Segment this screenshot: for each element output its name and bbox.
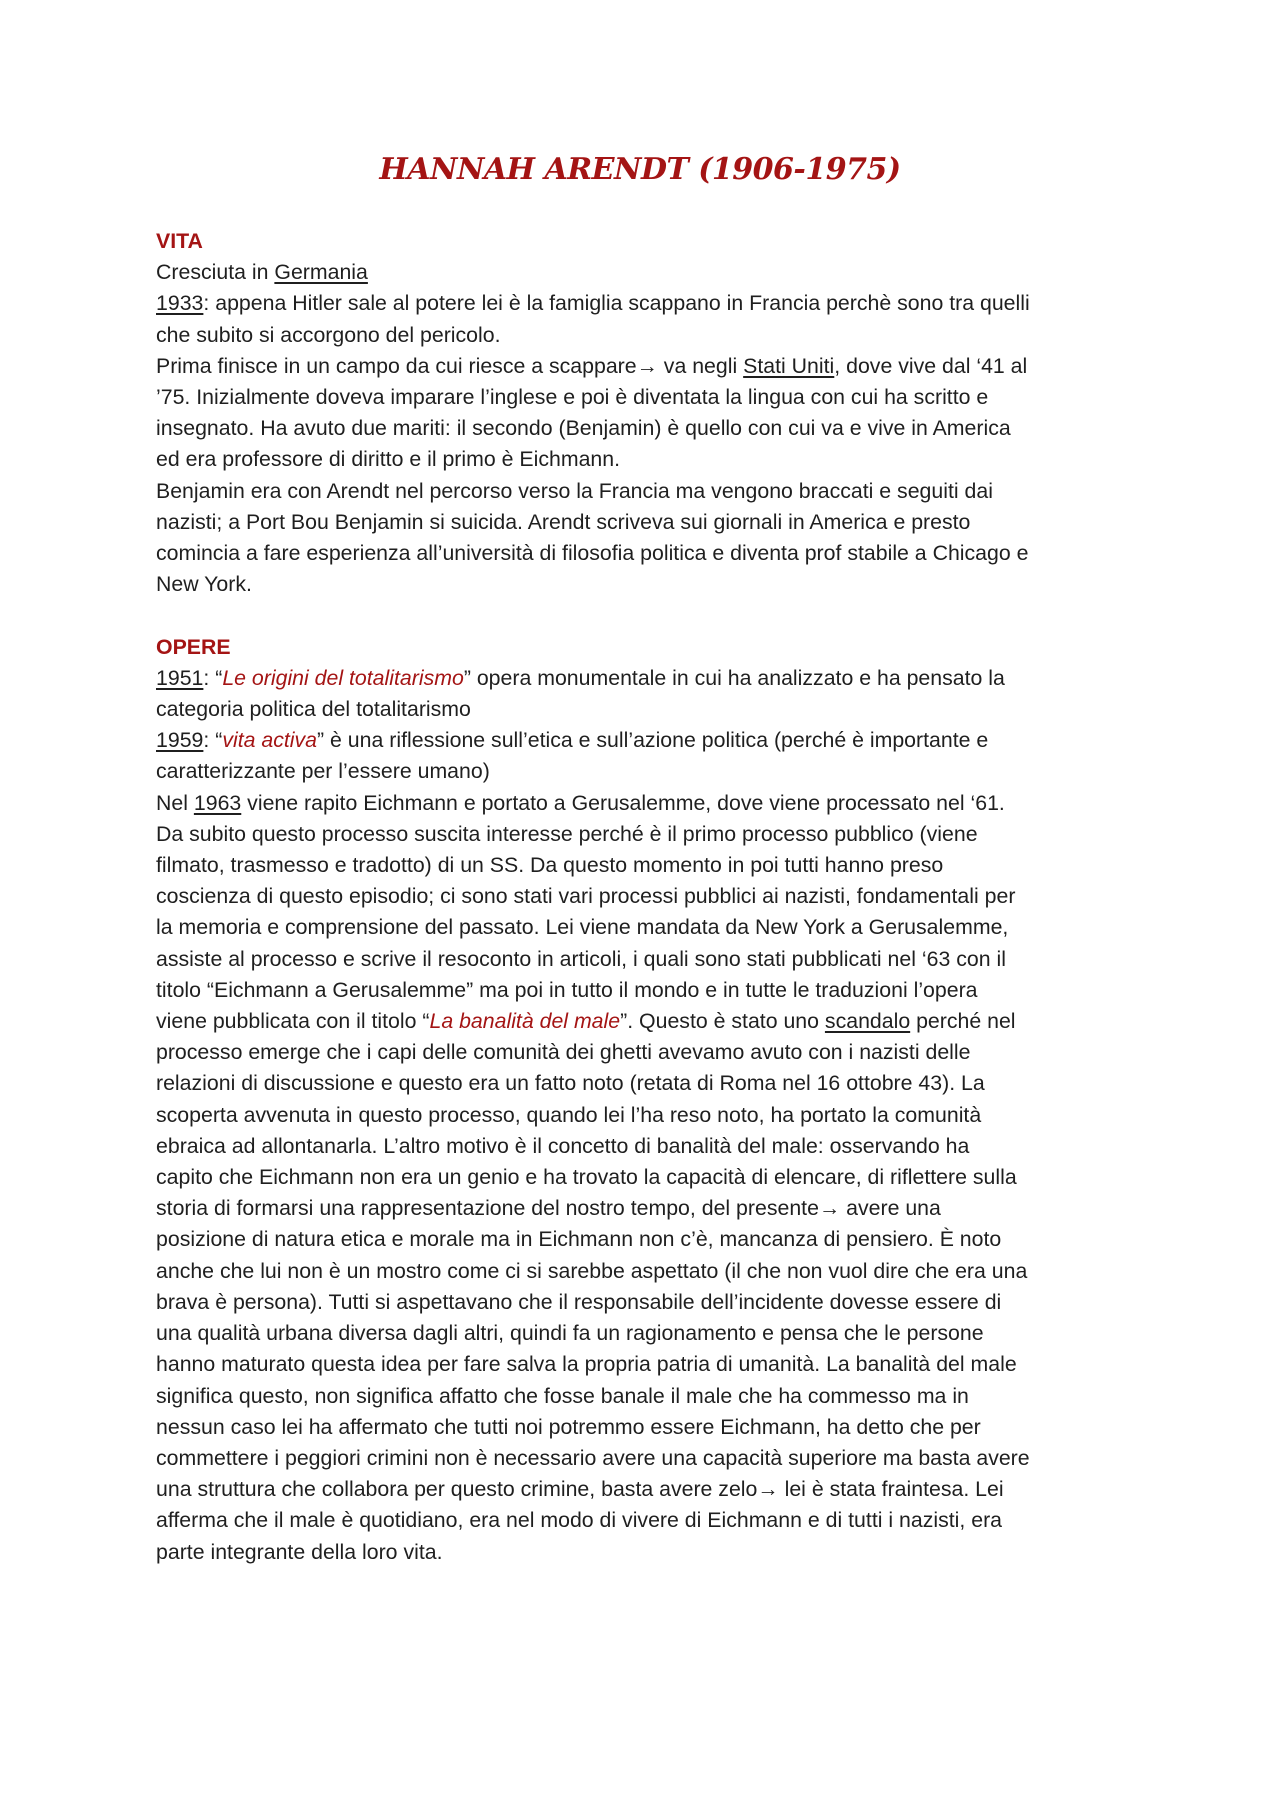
text-span: , dove vive dal ‘41 al bbox=[834, 353, 1028, 378]
opere-line: brava è persona). Tutti si aspettavano che il responsabile dell’incidente dovesse essere di bbox=[156, 1289, 1002, 1314]
opere-line: anche che lui non è un mostro come ci si sarebbe aspettato (il che non vuol dire che era una bbox=[156, 1258, 1028, 1283]
underlined-term: Germania bbox=[274, 260, 368, 285]
underlined-year: 1951 bbox=[156, 665, 204, 690]
opere-line: titolo “Eichmann a Gerusalemme” ma poi in tutto il mondo e in tutte le traduzioni l’opera bbox=[156, 977, 978, 1002]
opere-line: assiste al processo e scrive il resoconto in articoli, i quali sono stati pubblicati nel ‘63 con il bbox=[156, 946, 1006, 971]
work-title: La banalità del male bbox=[429, 1009, 621, 1034]
vita-line bbox=[156, 351, 1141, 382]
underlined-year: 1959 bbox=[156, 728, 204, 753]
opere-line: storia di formarsi una rappresentazione del nostro tempo, del presente→ avere una bbox=[156, 1196, 941, 1221]
opere-line: relazioni di discussione e questo era un fatto noto (retata di Roma nel 16 ottobre 43). La bbox=[156, 1071, 985, 1096]
vita-line: New York. bbox=[156, 572, 252, 597]
text-span: ” opera monumentale in cui ha analizzato e ha pensato la bbox=[463, 665, 1005, 690]
work-title: vita activa bbox=[222, 728, 318, 753]
vita-line: insegnato. Ha avuto due mariti: il secondo (Benjamin) è quello con cui va e vive in America bbox=[156, 416, 1011, 441]
opere-line: una qualità urbana diversa dagli altri, quindi fa un ragionamento e pensa che le persone bbox=[156, 1321, 984, 1346]
opere-line: commettere i peggiori crimini non è necessario avere una capacità superiore ma basta avere bbox=[156, 1445, 1030, 1470]
section-spacer bbox=[156, 600, 1141, 631]
text-span: viene pubblicata con il titolo “ bbox=[156, 1009, 430, 1034]
text-span: : appena Hitler sale al potere lei è la famiglia scappano in Francia perchè sono tra quelli bbox=[203, 291, 1030, 316]
opere-line: nessun caso lei ha affermato che tutti noi potremmo essere Eichmann, ha detto che per bbox=[156, 1414, 981, 1439]
opere-line bbox=[156, 663, 1141, 694]
opere-line bbox=[156, 788, 1141, 819]
opere-line: posizione di natura etica e morale ma in Eichmann non c’è, mancanza di pensiero. È noto bbox=[156, 1227, 1002, 1252]
opere-line: afferma che il male è quotidiano, era nel modo di vivere di Eichmann e di tutti i nazisti, era bbox=[156, 1508, 1003, 1533]
text-span: perché nel bbox=[910, 1009, 1016, 1034]
opere-line: hanno maturato questa idea per fare salva la propria patria di umanità. La banalità del male bbox=[156, 1352, 1017, 1377]
opere-line: una struttura che collabora per questo crimine, basta avere zelo→ lei è stata fraintesa. Lei bbox=[156, 1477, 1004, 1502]
opere-line: coscienza di questo episodio; ci sono stati vari processi pubblici ai nazisti, fondamentali per bbox=[156, 884, 1016, 909]
text-span: : “ bbox=[203, 665, 223, 690]
text-span: ” è una riflessione sull’etica e sull’azione politica (perché è importante e bbox=[317, 728, 989, 753]
vita-line: comincia a fare esperienza all’università di filosofia politica e diventa prof stabile a Chicago e bbox=[156, 541, 1029, 566]
text-span: Prima finisce in un campo da cui riesce a scappare→ va negli bbox=[156, 353, 744, 378]
opere-line: parte integrante della loro vita. bbox=[156, 1539, 443, 1564]
opere-line: processo emerge che i capi delle comunità dei ghetti avevamo avuto con i nazisti delle bbox=[156, 1040, 971, 1065]
vita-line: nazisti; a Port Bou Benjamin si suicida. Arendt scriveva sui giornali in America e presto bbox=[156, 509, 971, 534]
text-span: Cresciuta in bbox=[156, 260, 275, 285]
opere-line: capito che Eichmann non era un genio e ha trovato la capacità di elencare, di riflettere sulla bbox=[156, 1165, 1017, 1190]
vita-line: ’75. Inizialmente doveva imparare l’inglese e poi è diventata la lingua con cui ha scritto e bbox=[156, 385, 989, 410]
opere-line: scoperta avvenuta in questo processo, quando lei l’ha reso noto, ha portato la comunità bbox=[156, 1102, 982, 1127]
opere-line: filmato, trasmesso e tradotto) di un SS. Da questo momento in poi tutti hanno preso bbox=[156, 853, 944, 878]
vita-line: Benjamin era con Arendt nel percorso verso la Francia ma vengono braccati e seguiti dai bbox=[156, 478, 993, 503]
document-title: HANNAH ARENDT (1906-1975) bbox=[379, 152, 901, 187]
opere-line: ebraica ad allontanarla. L’altro motivo è il concetto di banalità del male: osservando ha bbox=[156, 1133, 970, 1158]
vita-line: ed era professore di diritto e il primo è Eichmann. bbox=[156, 447, 621, 472]
underlined-year: 1933 bbox=[156, 291, 204, 316]
opere-line bbox=[156, 1006, 1141, 1037]
underlined-year: 1963 bbox=[193, 790, 242, 815]
text-span: viene rapito Eichmann e portato a Gerusalemme, dove viene processato nel ‘61. bbox=[241, 790, 1005, 815]
vita-line bbox=[156, 288, 1141, 319]
underlined-term: scandalo bbox=[824, 1009, 911, 1034]
opere-line: caratterizzante per l’essere umano) bbox=[156, 759, 490, 784]
section-heading-vita: VITA bbox=[156, 229, 203, 253]
vita-line bbox=[156, 257, 1141, 288]
document-body bbox=[156, 226, 1141, 1568]
section-heading-opere: OPERE bbox=[156, 634, 231, 659]
opere-line: Da subito questo processo suscita interesse perché è il primo processo pubblico (viene bbox=[156, 821, 978, 846]
opere-line: significa questo, non significa affatto che fosse banale il male che ha commesso ma in bbox=[156, 1383, 969, 1408]
work-title: Le origini del totalitarismo bbox=[222, 665, 464, 690]
opere-line: categoria politica del totalitarismo bbox=[156, 697, 471, 722]
opere-line: la memoria e comprensione del passato. Lei viene mandata da New York a Gerusalemme, bbox=[156, 915, 1009, 940]
text-span: ”. Questo è stato uno bbox=[620, 1009, 825, 1034]
text-span: : “ bbox=[203, 728, 223, 753]
text-span: Nel bbox=[156, 790, 194, 815]
vita-line: che subito si accorgono del pericolo. bbox=[156, 322, 501, 347]
opere-line bbox=[156, 725, 1141, 756]
underlined-term: Stati Uniti bbox=[743, 353, 835, 378]
